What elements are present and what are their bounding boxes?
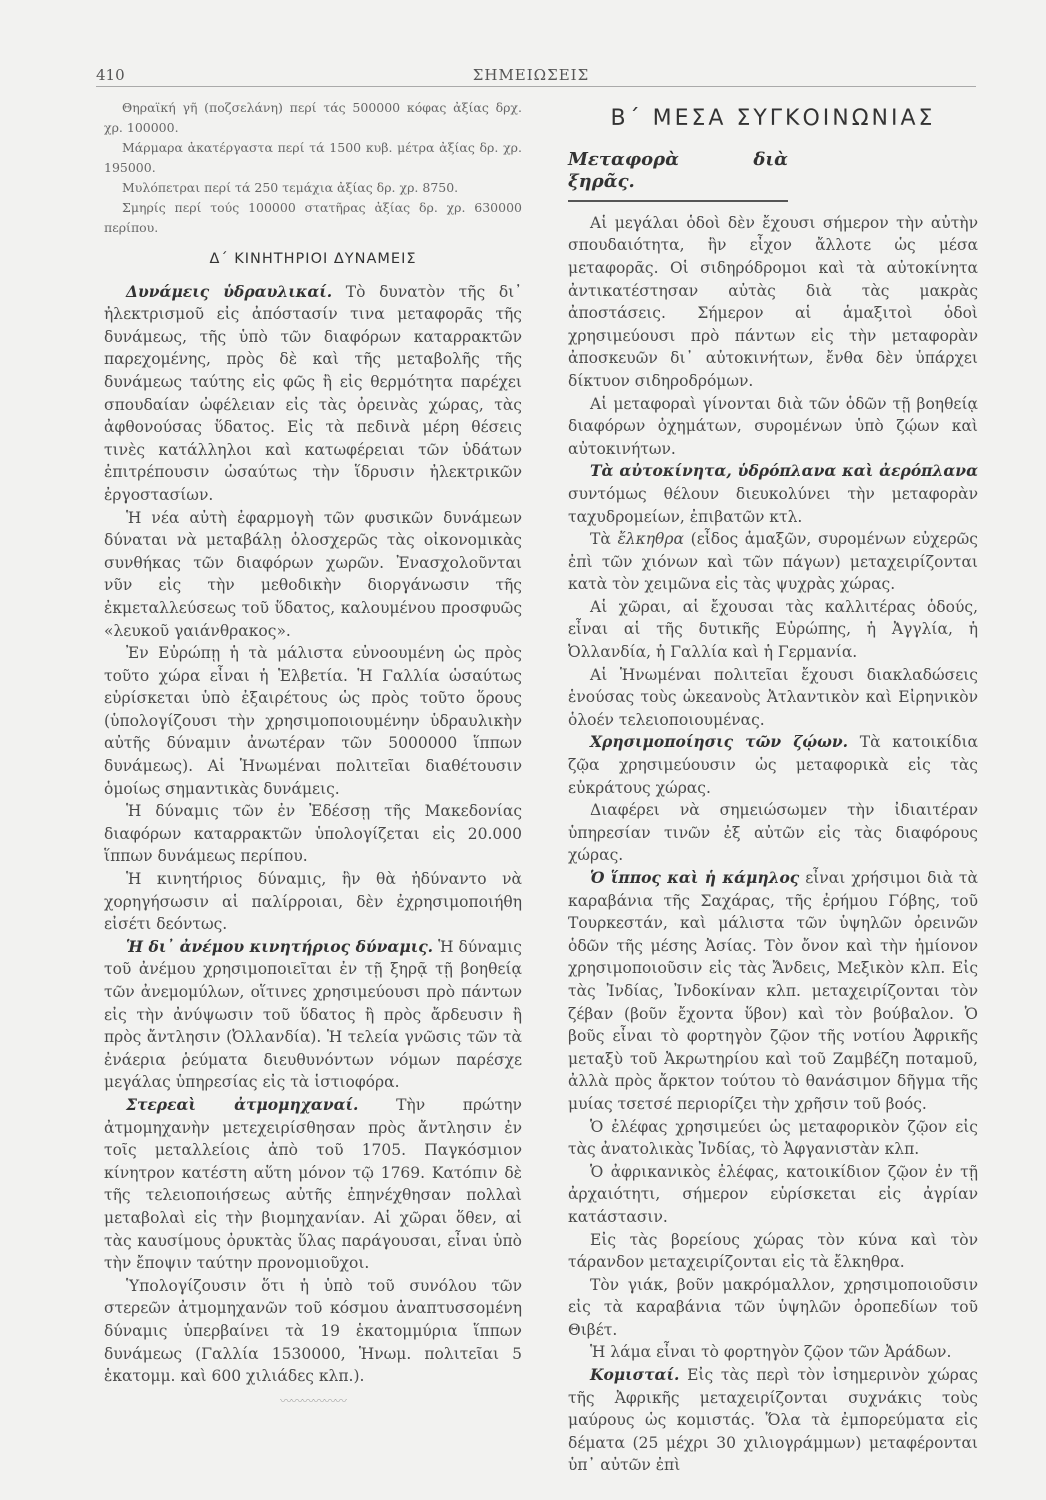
auto-paragraph bbox=[568, 460, 978, 528]
animals-text: Τὰ κατοικίδια ζῷα χρησιμεύουσιν ὡς μεταφορικὰ εἰς τὰς εὐκράτους χώρας. bbox=[568, 733, 978, 797]
paragraph: Ἐν Εὐρώπῃ ἡ τὰ μάλιστα εὐνοουμένη ὡς πρὸς τοῦτο χώρα εἶναι ἡ Ἑλβετία. Ἡ Γαλλία ὡσαύτως εὑρίσκεται ὑπὸ ἐξαιρέτους ὡς πρὸς τοῦτο ὅρους (ὑπολογίζουσι τὴν χρησιμοποιουμένην ὑδραυλικὴν αὐτῆς δύναμιν ἀνωτέραν τῶν 5000000 ἵππων δυνάμεως). Αἱ Ἡνωμέναι πολιτεῖαι διαθέτουσιν ὁμοίως σημαντικὰς δυνάμεις. bbox=[104, 644, 522, 798]
paragraph: Τὸν γιάκ, βοῦν μακρόμαλλον, χρησιμοποιοῦσιν εἰς τὰ καραβάνια τῶν ὑψηλῶν ὀροπεδίων τοῦ Θιβέτ. bbox=[568, 1275, 978, 1339]
hydraulic-title: Δυνάμεις ὑδραυλικαί. bbox=[126, 281, 333, 301]
ornament-divider: 〰〰〰〰〰〰 bbox=[279, 1393, 346, 1408]
note-item: Μάρμαρα ἀκατέργαστα περί τά 1500 κυβ. μέτρα ἀξίας δρ. χρ. 195000. bbox=[104, 140, 522, 175]
page-header bbox=[96, 62, 966, 92]
note-item: Θηραϊκή γῆ (ποζσελάνη) περί τάς 500000 κόφας ἀξίας δρχ. χρ. 100000. bbox=[104, 100, 522, 135]
paragraph: Ἡ δύναμις τῶν ἐν Ἐδέσσῃ τῆς Μακεδονίας διαφόρων καταρρακτῶν ὑπολογίζεται εἰς 20.000 ἵππων δυνάμεως περίπου. bbox=[104, 802, 522, 866]
paragraph: Εἰς τὰς βορείους χώρας τὸν κύνα καὶ τὸν τάρανδον μεταχειρίζονται εἰς τὰ ἔλκηθρα. bbox=[568, 1230, 978, 1272]
hydraulic-text: Τὸ δυνατὸν τῆς δι᾽ ἠλεκτρισμοῦ εἰς ἀπόστασίν τινα μεταφορᾶς τῆς δυνάμεως, τῆς ὑπὸ τῶν διαφόρων καταρρακτῶν παρεχομένης, πρὸς δὲ καὶ τῆς μεταβολῆς τῆς δυνάμεως ταύτης εἰς φῶς ἢ εἰς θερμότητα παρέχει σπουδαίαν ὠφέλειαν εἰς τὰς ὀρεινὰς χώρας, τὰς ἀφθονούσας ὕδατος. Εἰς τὰ πεδινὰ μέρη θέσεις τινὲς κατάλληλοι καὶ κατωφέρειαι τῶν ὑδάτων ἐπιτρέπουσιν ὡσαύτως τὴν ἵδρυσιν ἠλεκτρικῶν ἐργοστασίων. bbox=[104, 282, 522, 504]
hydraulic-paragraph bbox=[104, 281, 522, 507]
paragraph: Αἱ Ἡνωμέναι πολιτεῖαι ἔχουσι διακλαδώσεις ἑνούσας τοὺς ὠκεανοὺς Ἀτλαντικὸν καὶ Εἰρηνικὸν ὁλοέν τελειοποιουμένας. bbox=[568, 665, 978, 729]
paragraph: Αἱ μεταφοραὶ γίνονται διὰ τῶν ὁδῶν τῇ βοηθείᾳ διαφόρων ὀχημάτων, συρομένων ὑπὸ ζῴων καὶ αὐτοκινήτων. bbox=[568, 394, 978, 458]
paragraph: Ὁ ἐλέφας χρησιμεύει ὡς μεταφορικὸν ζῷον εἰς τὰς ἀνατολικὰς Ἰνδίας, τὸ Ἀφγανιστὰν κλπ. bbox=[568, 1117, 978, 1159]
page-number: 410 bbox=[96, 66, 125, 84]
running-title: ΣΗΜΕΙΩΣΕΙΣ bbox=[472, 66, 590, 84]
note-item: Σμηρίς περί τούς 100000 στατῆρας ἀξίας δρ. χρ. 630000 περίπου. bbox=[104, 200, 522, 235]
steam-text: Τὴν πρώτην ἀτμομηχανὴν μετεχειρίσθησαν πρὸς ἄντλησιν ἐν τοῖς μεταλλείοις ἀπὸ τοῦ 1705. Παγκόσμιον κίνητρον κατέστη αὕτη μόνον τῷ 1769. Κατόπιν δὲ τῆς τελειοποιήσεως αὐτῆς ἐπηνέχθησαν πολλαὶ μεταβολαὶ εἰς τὴν βιομηχανίαν. Αἱ χῶραι ὅθεν, αἱ τὰς καυσίμους ὀρυκτὰς ὕλας παράγουσαι, εἶναι ὑπὸ τὴν ἔποψιν ταύτην προνομιοῦχοι. bbox=[104, 1095, 522, 1273]
paragraph: Ὁ ἀφρικανικὸς ἐλέφας, κατοικίδιον ζῷον ἐν τῇ ἀρχαιότητι, σήμερον εὑρίσκεται εἰς ἀγρίαν κατάστασιν. bbox=[568, 1162, 978, 1226]
paragraph: Ἡ λάμα εἶναι τὸ φορτηγὸν ζῷον τῶν Ἀράδων. bbox=[590, 1343, 952, 1362]
animals-title: Χρησιμοποίησις τῶν ζῴων. bbox=[590, 732, 849, 752]
sled-word: ἔλκηθρα bbox=[617, 530, 684, 549]
porters-text: Εἰς τὰς περὶ τὸν ἰσημερινὸν χώρας τῆς Ἀφρικῆς μεταχειρίζονται συχνάκις τοὺς μαύρους ὡς κομιστάς. Ὅλα τὰ ἐμπορεύματα εἰς δέματα (25 μέχρι 30 χιλιογράμμων) μεταφέρονται ὑπ᾽ αὐτῶν ἐπὶ bbox=[568, 1366, 978, 1475]
export-notes bbox=[104, 98, 522, 238]
steam-title: Στερεαὶ ἀτμομηχαναί. bbox=[126, 1094, 359, 1114]
wind-title: Ἡ δι᾽ ἀνέμου κινητήριος δύναμις. bbox=[126, 936, 434, 956]
paragraph: Διαφέρει νὰ σημειώσωμεν τὴν ἰδιαιτέραν ὑπηρεσίαν τινῶν ἐξ αὐτῶν εἰς τὰς διαφόρους χώρας. bbox=[568, 801, 978, 865]
sled-lead: Τὰ bbox=[590, 530, 611, 549]
subsection-title: Μεταφορὰ διὰ ξηρᾶς. bbox=[568, 149, 788, 202]
porters-title: Κομισταί. bbox=[590, 1365, 680, 1385]
horse-text: εἶναι χρήσιμοι διὰ τὰ καραβάνια τῆς Σαχάρας, τῆς ἐρήμου Γόβης, τοῦ Τουρκεστάν, καὶ μάλιστα τῶν ὑψηλῶν ὀρεινῶν ὁδῶν τῆς μέσης Ἀσίας. Τὸν ὄνον καὶ τὴν ἡμίονον χρησιμοποιοῦσιν εἰς τὰς Ἄνδεις, Μεξικὸν κλπ. Εἰς τὰς Ἰνδίας, Ἰνδοκίναν κλπ. μεταχειρίζονται τὸν ζέβαν (βοῦν ἔχοντα ὕβον) καὶ τὸν βούβαλον. Ὁ βοῦς εἶναι τὸ φορτηγὸν ζῷον τῆς νοτίου Ἀφρικῆς μεταξὺ τοῦ Ἀκρωτηρίου καὶ τοῦ Ζαμβέζη ποταμοῦ, ἀλλὰ πρὸς ἄρκτον τούτου τὸ θανάσιμον δῆγμα τῆς μυίας τσετσέ περιορίζει τὴν χρῆσιν τοῦ βοός. bbox=[568, 869, 978, 1113]
auto-text: συντόμως θέλουν διευκολύνει τὴν μεταφορὰν ταχυδρομείων, ἐπιβατῶν κτλ. bbox=[568, 484, 978, 526]
wind-text: Ἡ δύναμις τοῦ ἀνέμου χρησιμοποιεῖται ἐν τῇ ξηρᾷ τῇ βοηθείᾳ τῶν ἀνεμομύλων, οἵτινες χρησιμεύουσι πρὸ πάντων εἰς τὴν ἀνύψωσιν τοῦ ὕδατος ἢ πρὸς ἄρδευσιν ἢ πρὸς ἄντλησιν (Ὀλλανδία). Ἡ τελεία γνῶσις τῶν τὰ ἐνάερια ῥεύματα διευθυνόντων νόμων παρέσχε μεγάλας ὑπηρεσίας εἰς τὰ ἱστιοφόρα. bbox=[104, 937, 522, 1092]
auto-title: Τὰ αὐτοκίνητα, ὑδρόπλανα καὶ ἀερόπλανα bbox=[590, 461, 978, 481]
right-column bbox=[568, 98, 978, 1477]
section-heading-motive-forces: Δ΄ ΚΙΝΗΤΗΡΙΟΙ ΔΥΝΑΜΕΙΣ bbox=[209, 251, 417, 267]
sled-paragraph bbox=[568, 528, 978, 596]
wind-paragraph bbox=[104, 936, 522, 1094]
note-item: Μυλόπετραι περί τά 250 τεμάχια ἀξίας δρ. χρ. 8750. bbox=[122, 180, 459, 195]
sled-text: (εἶδος ἁμαξῶν, συρομένων εὐχερῶς ἐπὶ τῶν χιόνων καὶ τῶν πάγων) μεταχειρίζονται κατὰ τὸν χειμῶνα εἰς τὰς ψυχρὰς χώρας. bbox=[568, 530, 978, 594]
animals-paragraph bbox=[568, 731, 978, 799]
section-heading-transport: Β΄ ΜΕΣΑ ΣΥΓΚΟΙΝΩΝΙΑΣ bbox=[610, 106, 936, 131]
horse-title: Ὁ ἵππος καὶ ἡ κάμηλος bbox=[590, 868, 800, 887]
paragraph: Ὑπολογίζουσιν ὅτι ἡ ὑπὸ τοῦ συνόλου τῶν στερεῶν ἀτμομηχανῶν τοῦ κόσμου ἀναπτυσσομένη δύναμις ὑπερβαίνει τὰ 19 ἑκατομμύρια ἵππων δυνάμεως (Γαλλία 1530000, Ἡνωμ. πολιτεῖαι 5 ἑκατομμ. καὶ 600 χιλιάδες κλπ.). bbox=[104, 1276, 522, 1386]
paragraph: Αἱ χῶραι, αἱ ἔχουσαι τὰς καλλιτέρας ὁδούς, εἶναι αἱ τῆς δυτικῆς Εὐρώπης, ἡ Ἀγγλία, ἡ Ὀλλανδία, ἡ Γαλλία καὶ ἡ Γερμανία. bbox=[568, 597, 978, 662]
steam-paragraph bbox=[104, 1094, 522, 1275]
paragraph: Ἡ νέα αὐτὴ ἐφαρμογὴ τῶν φυσικῶν δυνάμεων δύναται νὰ μεταβάλῃ ὁλοσχερῶς τὰς οἰκονομικὰς συνθήκας τῶν διαφόρων χωρῶν. Ἐνασχολοῦνται νῦν εἰς τὴν μεθοδικὴν διοργάνωσιν τῆς ἐκμεταλλεύσεως τοῦ ὕδατος, καλουμένου προσφυῶς «λευκοῦ γαιάνθρακος». bbox=[104, 508, 522, 640]
left-column bbox=[104, 98, 522, 1412]
header-rule bbox=[96, 86, 976, 87]
paragraph: Ἡ κινητήριος δύναμις, ἣν θὰ ἠδύναντο νὰ χορηγήσωσιν αἱ παλίρροιαι, δὲν ἐχρησιμοποιήθη εἰσέτι δεόντως. bbox=[104, 870, 522, 934]
horse-paragraph bbox=[568, 867, 978, 1116]
porters-paragraph bbox=[568, 1364, 978, 1477]
paragraph: Αἱ μεγάλαι ὁδοὶ δὲν ἔχουσι σήμερον τὴν αὐτὴν σπουδαιότητα, ἣν εἶχον ἄλλοτε ὡς μέσα μεταφορᾶς. Οἱ σιδηρόδρομοι καὶ τὰ αὐτοκίνητα ἀντικατέστησαν αὐτὰς διὰ τὰς μακρὰς ἀποστάσεις. Σήμερον αἱ ἁμαξιτοὶ ὁδοὶ χρησιμεύουσι πρὸ πάντων εἰς τὴν μεταφορὰν ἀποσκευῶν δι᾽ αὐτοκινήτων, ἔνθα δὲν ὑπάρχει δίκτυον σιδηροδρόμων. bbox=[568, 213, 978, 390]
